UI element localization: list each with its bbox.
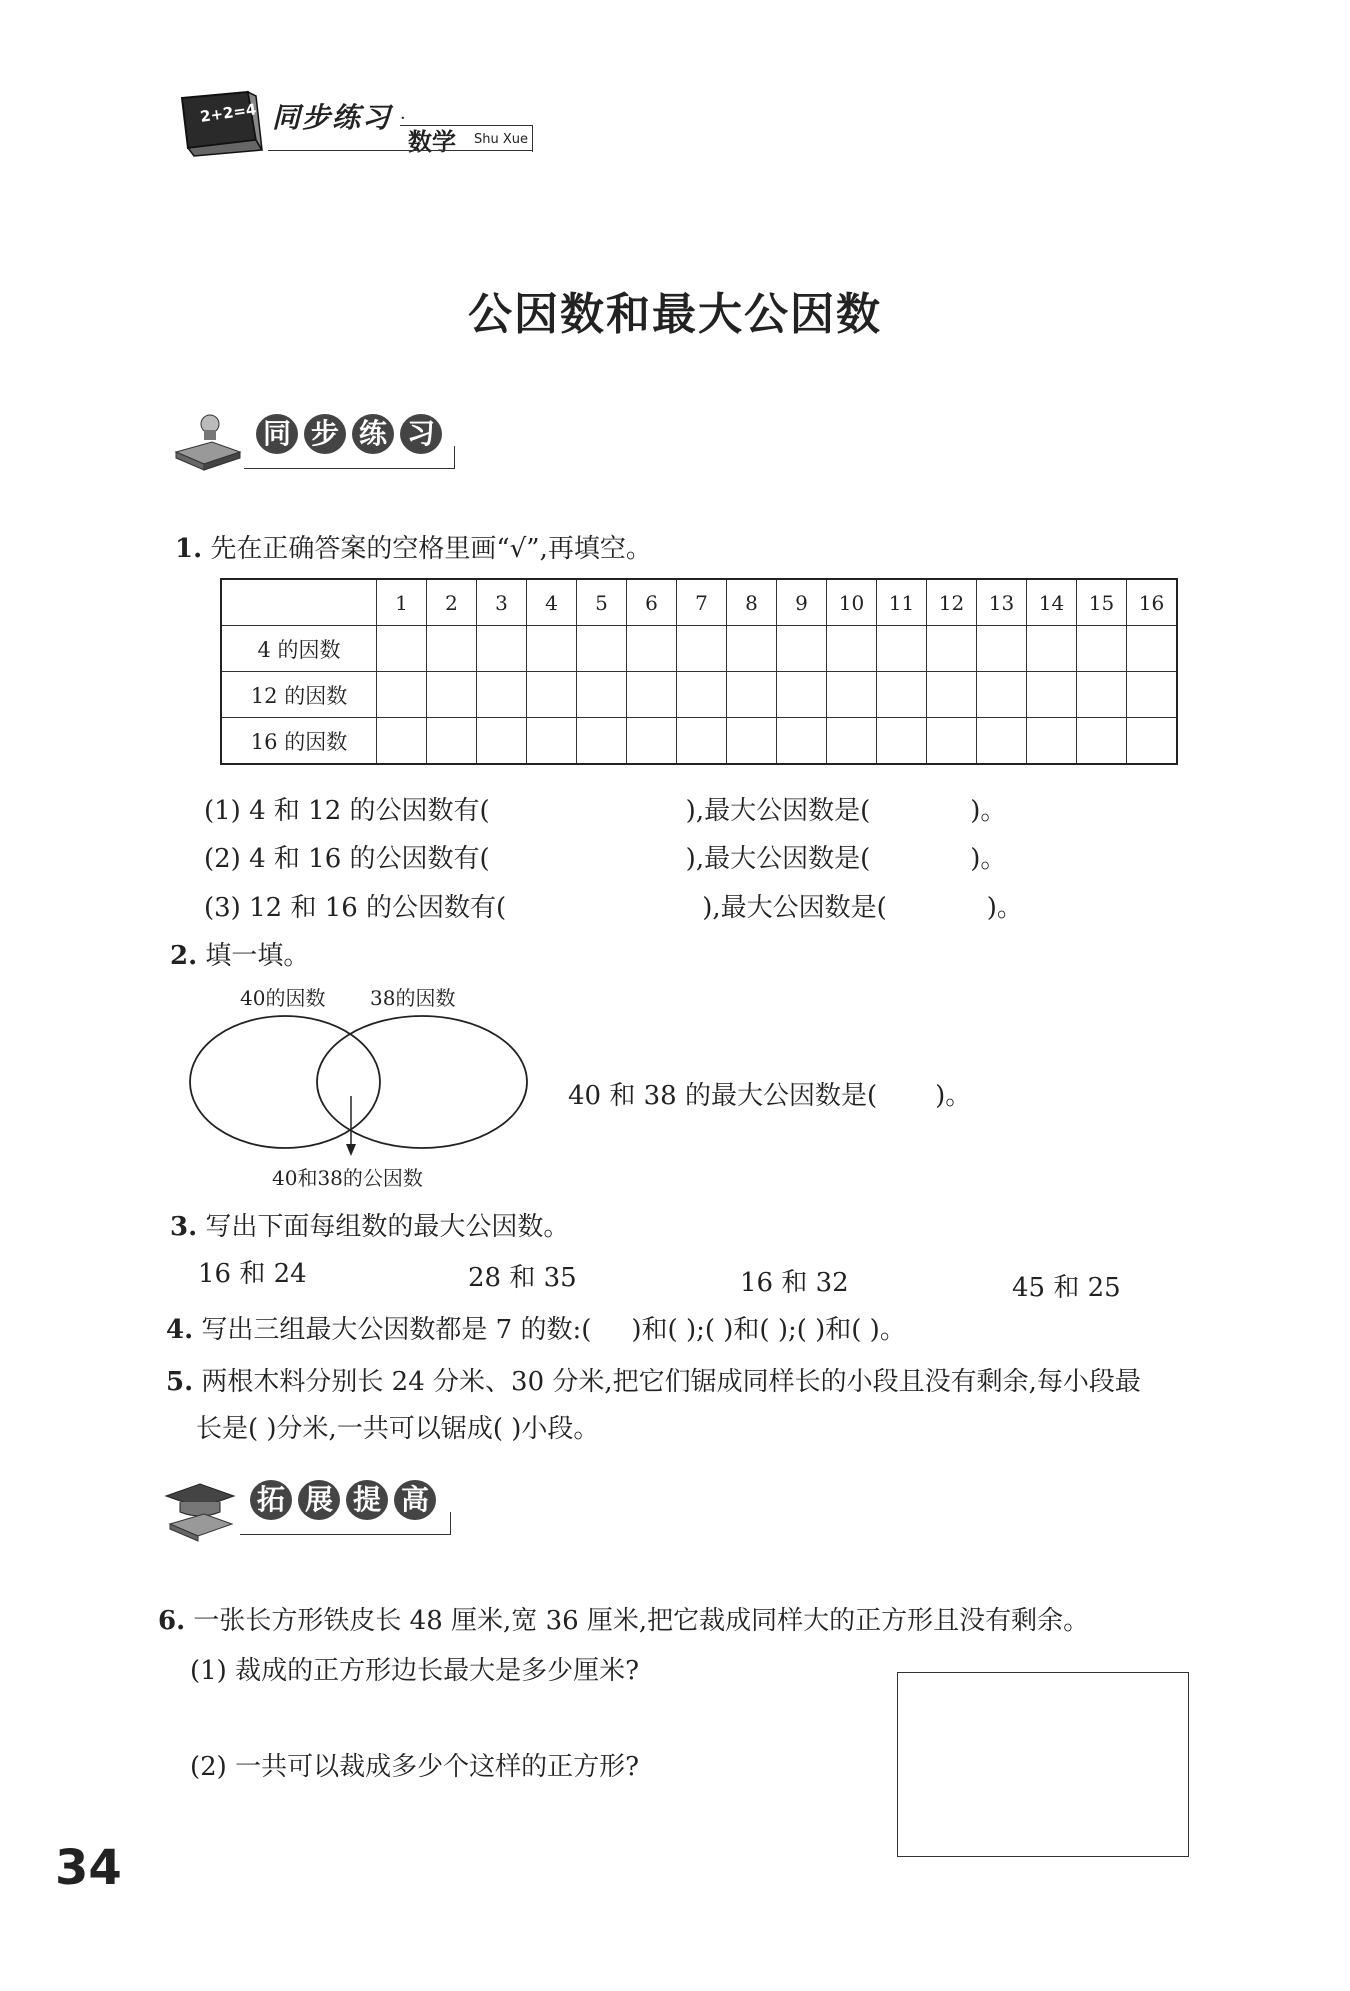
section-banner-sync [172,412,462,472]
answer-cell[interactable] [877,672,927,718]
answer-cell[interactable] [477,626,527,672]
banner-char: 习 [400,414,442,454]
q6-prompt [158,1600,1089,1637]
answer-cell[interactable] [1127,718,1178,765]
banner-char: 高 [394,1480,436,1520]
answer-cell[interactable] [977,672,1027,718]
venn-right-label: 38的因数 [370,986,456,1010]
answer-cell[interactable] [827,718,877,765]
table-col-header: 3 [477,579,527,626]
q3-pair: 45 和 25 [1012,1273,1121,1303]
table-col-header: 8 [727,579,777,626]
answer-cell[interactable] [727,626,777,672]
table-header-row [221,579,1177,626]
answer-cell[interactable] [1027,672,1077,718]
answer-cell[interactable] [777,718,827,765]
answer-cell[interactable] [477,718,527,765]
table-col-header: 4 [527,579,577,626]
answer-cell[interactable] [577,626,627,672]
answer-cell[interactable] [527,672,577,718]
q1-text: 先在正确答案的空格里画“√”,再填空。 [210,534,652,564]
answer-cell[interactable] [877,718,927,765]
answer-cell[interactable] [1027,626,1077,672]
q1-sub1-mid: ),最大公因数是( [685,796,871,826]
q6-sub2: (2) 一共可以裁成多少个这样的正方形? [190,1752,640,1782]
q3-pair: 16 和 32 [740,1268,849,1298]
answer-cell[interactable] [1077,718,1127,765]
answer-cell[interactable] [927,718,977,765]
answer-cell[interactable] [1077,672,1127,718]
q6-sub1: (1) 裁成的正方形边长最大是多少厘米? [190,1656,640,1686]
answer-cell[interactable] [577,718,627,765]
q1-sub3-mid: ),最大公因数是( [702,893,887,923]
answer-box[interactable] [897,1672,1189,1857]
table-col-header: 1 [377,579,427,626]
table-col-header: 5 [577,579,627,626]
header-subject-pinyin: Shu Xue [474,132,529,147]
q4-prompt [166,1309,906,1346]
q1-sub3-label: (3) 12 和 16 的公因数有( [204,893,507,923]
table-col-header: 13 [977,579,1027,626]
venn-pointer-arrow [346,1144,356,1156]
venn-left-label: 40的因数 [240,986,326,1010]
answer-cell[interactable] [827,672,877,718]
banner-char: 拓 [250,1480,292,1520]
section-banner-extend [160,1478,450,1538]
q6-number: 6. [158,1606,186,1636]
q5-number: 5. [166,1367,194,1397]
table-row-header: 16 的因数 [221,718,377,765]
table-col-header: 10 [827,579,877,626]
answer-cell[interactable] [727,672,777,718]
header-subject: 数学 [408,127,456,156]
answer-cell[interactable] [777,672,827,718]
q3-number: 3. [170,1212,198,1242]
answer-cell[interactable] [527,718,577,765]
answer-cell[interactable] [577,672,627,718]
q1-sub1 [204,790,1006,827]
q3-pair: 16 和 24 [198,1259,307,1289]
table-row-header: 12 的因数 [221,672,377,718]
q3-text: 写出下面每组数的最大公因数。 [205,1212,570,1242]
graduation-cap-icon [160,1478,238,1540]
header-underline [268,150,533,151]
q1-sub1-end: )。 [970,796,1007,826]
q1-sub3 [204,887,1023,924]
table-col-header: 6 [627,579,677,626]
table-col-header: 2 [427,579,477,626]
q3-pair: 28 和 35 [468,1263,577,1293]
header-bullet: · [400,108,406,129]
page-title: 公因数和最大公因数 [468,289,882,340]
q4-text: 写出三组最大公因数都是 7 的数:( [201,1315,592,1345]
table-corner-cell [221,579,377,626]
answer-cell[interactable] [727,718,777,765]
answer-cell[interactable] [627,672,677,718]
q1-sub2-mid: ),最大公因数是( [685,844,871,874]
answer-cell[interactable] [977,718,1027,765]
answer-cell[interactable] [427,626,477,672]
answer-cell[interactable] [877,626,927,672]
q5-line2: 长是( )分米,一共可以锯成( )小段。 [196,1414,600,1444]
answer-cell[interactable] [427,672,477,718]
answer-cell[interactable] [1127,672,1178,718]
answer-cell[interactable] [777,626,827,672]
table-col-header: 9 [777,579,827,626]
answer-cell[interactable] [1027,718,1077,765]
q1-number: 1. [175,534,203,564]
q2-prompt [170,935,309,972]
answer-cell[interactable] [1127,626,1178,672]
banner-char: 步 [304,414,346,454]
venn-bottom-label: 40和38的公因数 [272,1166,423,1190]
answer-cell[interactable] [377,626,427,672]
q2-answer-suffix: )。 [935,1081,972,1111]
table-row [221,626,1177,672]
table-row-header: 4 的因数 [221,626,377,672]
header-logo-text: 2+2=4 [199,100,258,126]
q1-sub2-end: )。 [970,844,1007,874]
q1-sub1-label: (1) 4 和 12 的公因数有( [204,796,490,826]
table-col-header: 7 [677,579,727,626]
answer-cell[interactable] [1077,626,1127,672]
page-number: 34 [55,1840,122,1896]
venn-right-ellipse [317,1016,527,1148]
q2-answer-prefix: 40 和 38 的最大公因数是( [568,1081,878,1111]
q2-text: 填一填。 [205,941,310,971]
q1-sub2 [204,838,1006,875]
answer-cell[interactable] [677,718,727,765]
banner-char: 同 [256,414,298,454]
banner-char: 提 [346,1480,388,1520]
answer-cell[interactable] [627,626,677,672]
answer-cell[interactable] [377,718,427,765]
q2-number: 2. [170,941,198,971]
answer-cell[interactable] [827,626,877,672]
table-row [221,718,1177,765]
factor-table [220,578,1178,765]
q1-prompt [175,528,652,565]
q5-line1 [166,1361,1141,1398]
q4-number: 4. [166,1315,194,1345]
answer-cell[interactable] [527,626,577,672]
table-col-header: 16 [1127,579,1178,626]
header-top-line [400,125,533,126]
q1-sub3-end: )。 [986,893,1023,923]
answer-cell[interactable] [627,718,677,765]
venn-diagram [175,1010,535,1160]
q4-rest: )和( );( )和( );( )和( )。 [631,1315,906,1345]
q2-answer-line [568,1075,971,1112]
answer-cell[interactable] [977,626,1027,672]
table-col-header: 15 [1077,579,1127,626]
table-col-header: 14 [1027,579,1077,626]
header-logo-icon [178,88,270,158]
answer-cell[interactable] [927,626,977,672]
books-icon [172,412,242,472]
answer-cell[interactable] [477,672,527,718]
q3-prompt [170,1206,569,1243]
answer-cell[interactable] [427,718,477,765]
header-bracket-line [532,125,533,152]
header-series-title: 同步练习 [272,101,393,134]
answer-cell[interactable] [927,672,977,718]
q6-text: 一张长方形铁皮长 48 厘米,宽 36 厘米,把它裁成同样大的正方形且没有剩余。 [193,1606,1090,1636]
q5-text-line1: 两根木料分别长 24 分米、30 分米,把它们锯成同样长的小段且没有剩余,每小段最 [201,1367,1141,1397]
table-col-header: 11 [877,579,927,626]
answer-cell[interactable] [377,672,427,718]
q1-sub2-label: (2) 4 和 16 的公因数有( [204,844,490,874]
banner-char: 展 [298,1480,340,1520]
table-col-header: 12 [927,579,977,626]
answer-cell[interactable] [677,626,727,672]
banner-char: 练 [352,414,394,454]
table-row [221,672,1177,718]
answer-cell[interactable] [677,672,727,718]
